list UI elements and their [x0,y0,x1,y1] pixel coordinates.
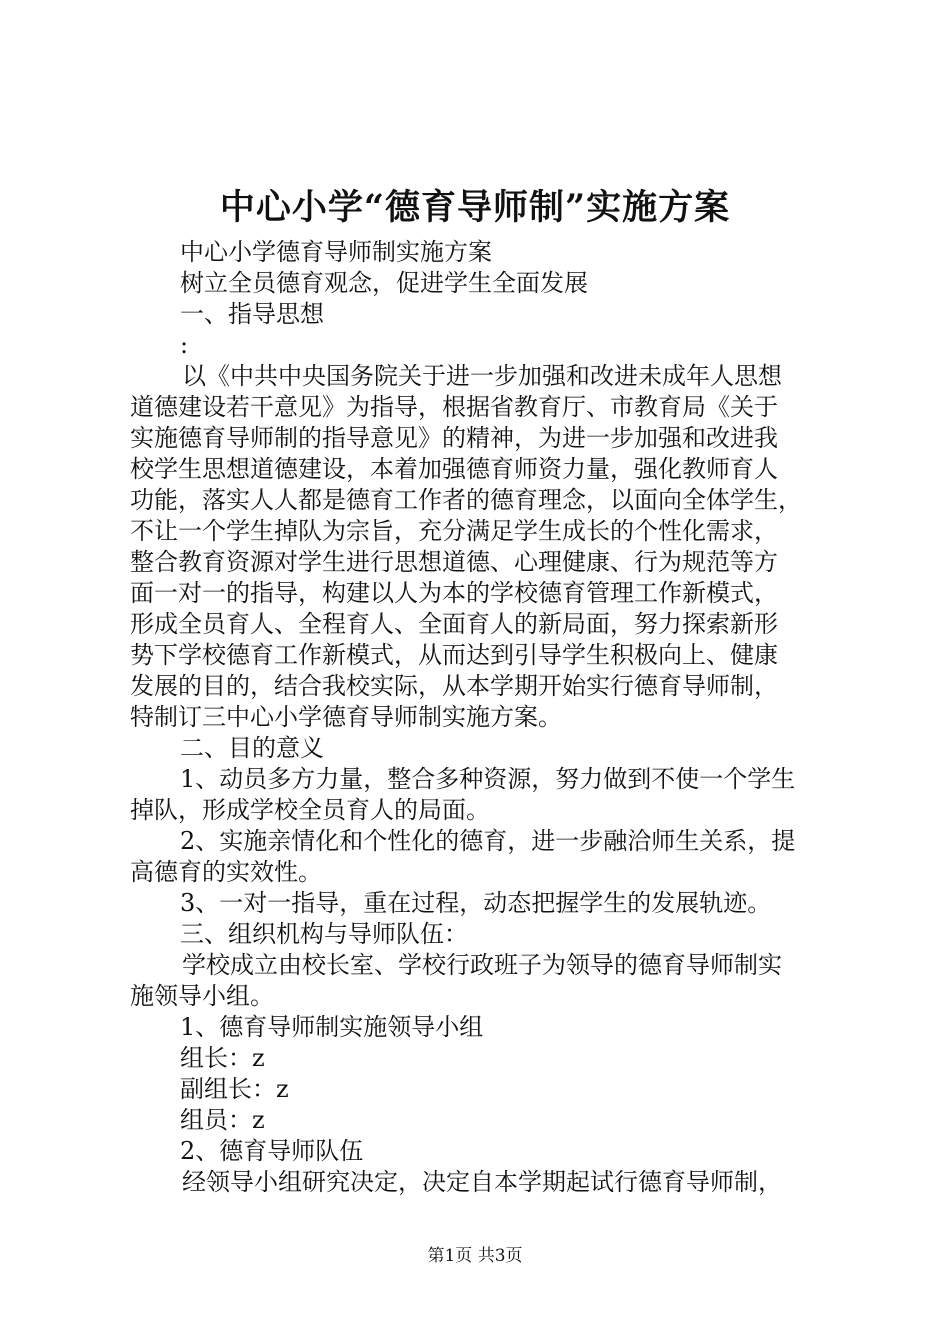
text-line: 1、德育导师制实施领导小组 [180,1013,484,1041]
text-line: 形成全员育人、全程育人、全面育人的新局面，努力探索新形 [130,610,778,638]
text-line: 2、德育导师队伍 [180,1137,364,1165]
text-line: 以《中共中央国务院关于进一步加强和改进未成年人思想 [182,362,782,390]
text-line: 道德建设若干意见》为指导，根据省教育厅、市教育局《关于 [130,393,778,421]
text-line: 整合教育资源对学生进行思想道德、心理健康、行为规范等方 [130,548,778,576]
text-line: 校学生思想道德建设，本着加强德育师资力量，强化教师育人 [130,455,778,483]
text-line: 三、组织机构与导师队伍： [180,920,468,948]
text-line: 学校成立由校长室、学校行政班子为领导的德育导师制实 [182,951,782,979]
text-line: 二、目的意义 [180,734,324,762]
document-title: 中心小学“德育导师制”实施方案 [219,187,731,228]
text-line: 组员：z [180,1106,265,1134]
text-line: 功能，落实人人都是德育工作者的德育理念，以面向全体学生， [130,486,802,514]
text-line: 发展的目的，结合我校实际，从本学期开始实行德育导师制， [130,672,778,700]
text-line: 2、实施亲情化和个性化的德育，进一步融洽师生关系，提 [180,827,796,855]
text-line: 实施德育导师制的指导意见》的精神，为进一步加强和改进我 [130,424,778,452]
text-line: 面一对一的指导，构建以人为本的学校德育管理工作新模式， [130,579,778,607]
text-line: 副组长：z [180,1075,289,1103]
text-line: 经领导小组研究决定，决定自本学期起试行德育导师制， [182,1168,782,1196]
page-footer: 第1页 共3页 [427,1246,523,1266]
text-line: 特制订三中心小学德育导师制实施方案。 [130,703,562,731]
text-line: 一、指导思想 [180,300,324,328]
text-line: 树立全员德育观念，促进学生全面发展 [180,269,588,297]
document-body [130,237,830,1198]
text-line: 掉队，形成学校全员育人的局面。 [130,796,490,824]
text-line: 高德育的实效性。 [130,858,322,886]
text-line: 势下学校德育工作新模式，从而达到引导学生积极向上、健康 [130,641,778,669]
text-line: 施领导小组。 [130,982,274,1010]
text-line: 1、动员多方力量，整合多种资源，努力做到不使一个学生 [180,765,796,793]
text-line: : [180,331,189,359]
text-line: 中心小学德育导师制实施方案 [180,238,492,266]
text-line: 不让一个学生掉队为宗旨，充分满足学生成长的个性化需求， [130,517,778,545]
text-line: 组长：z [180,1044,265,1072]
text-line: 3、一对一指导，重在过程，动态把握学生的发展轨迹。 [180,889,772,917]
